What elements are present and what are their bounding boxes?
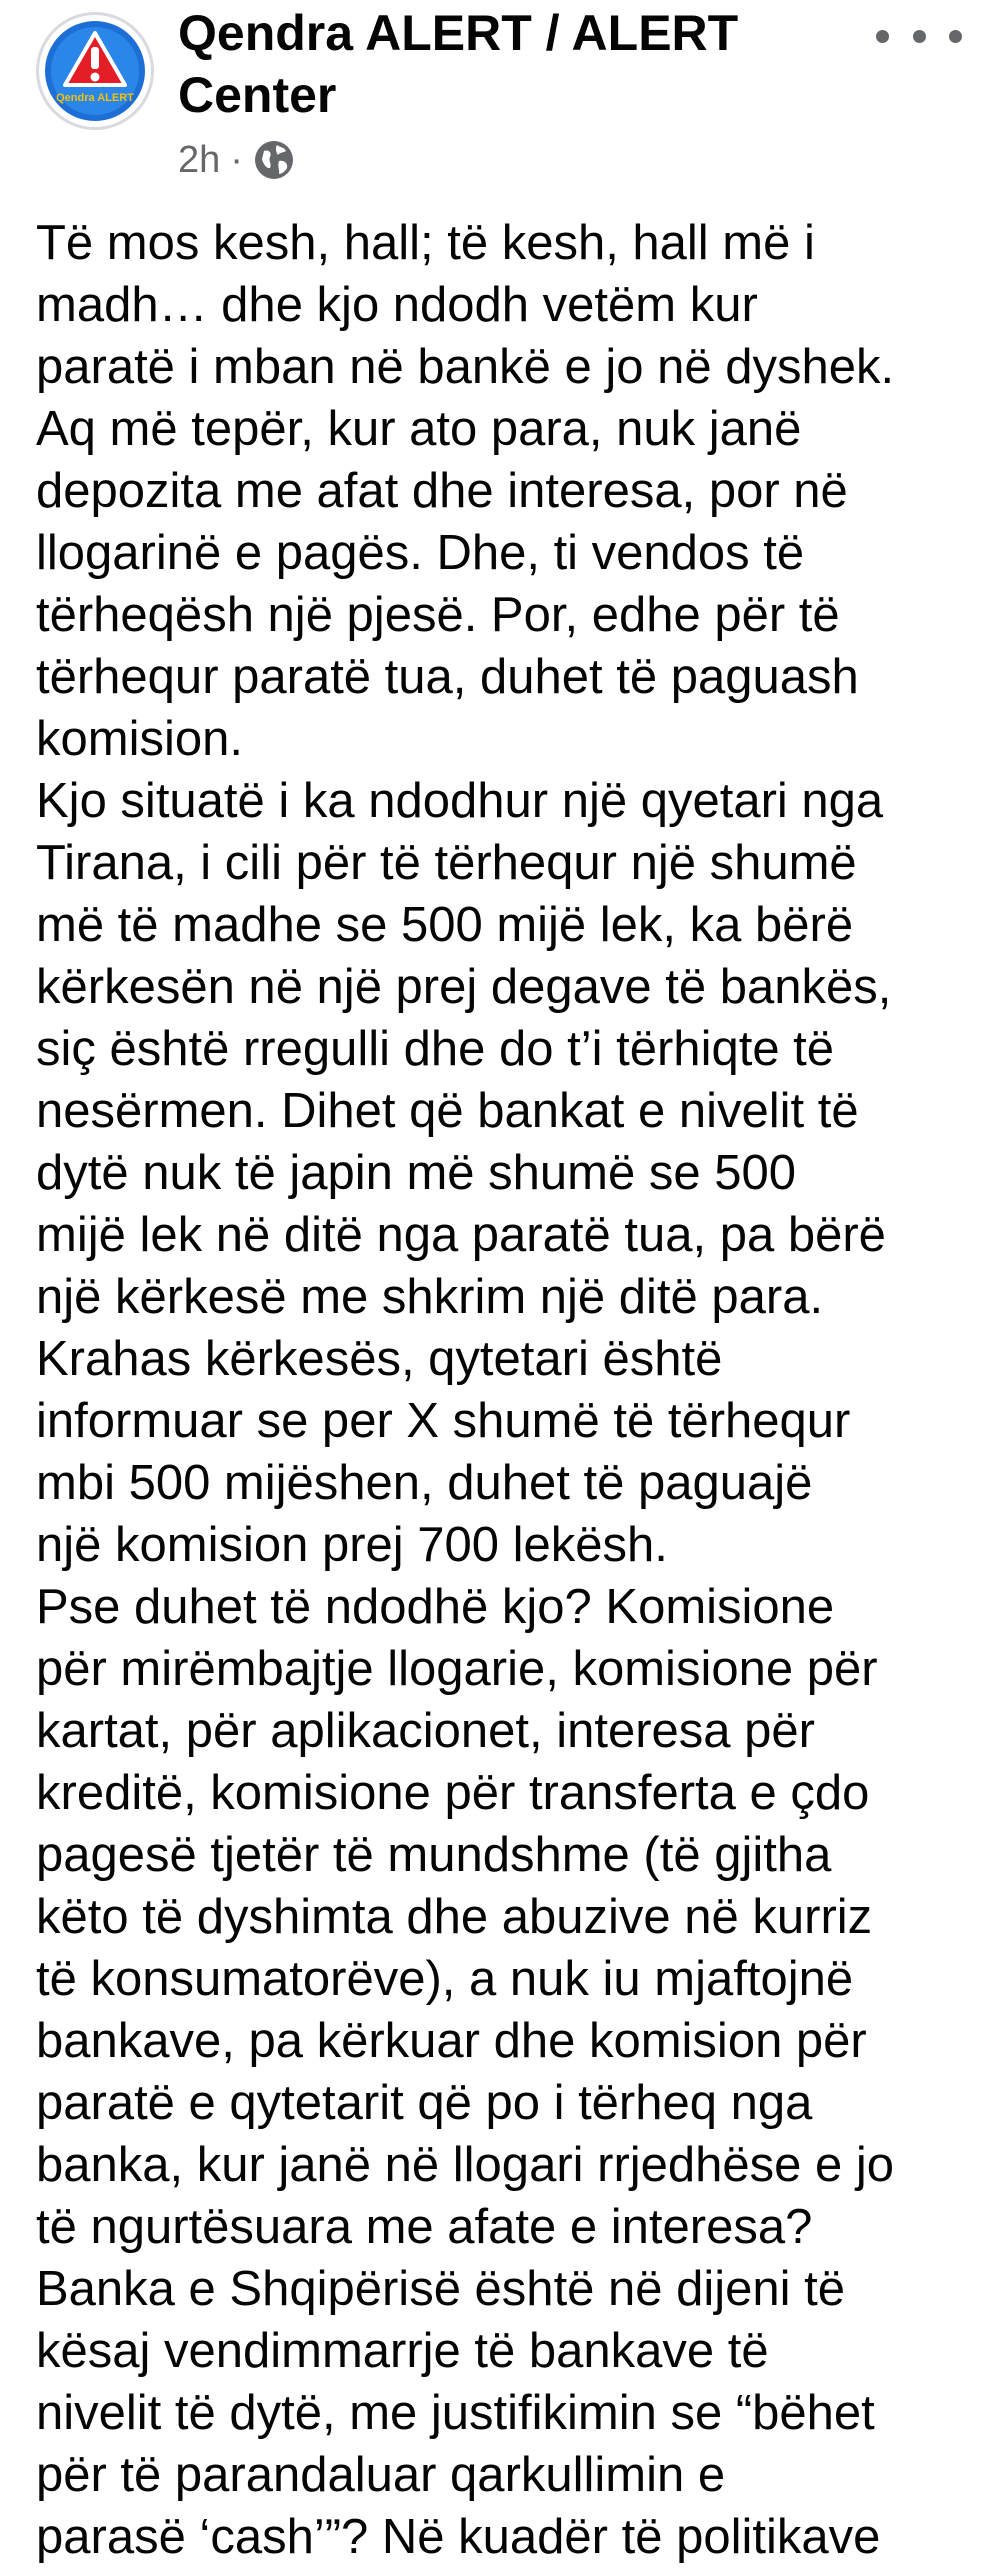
more-horizontal-icon-dot (876, 30, 889, 43)
more-horizontal-icon-dot (913, 30, 926, 43)
post-meta (178, 134, 295, 186)
post-text-line: paratë i mban në bankë e jo në dyshek. (36, 340, 895, 394)
avatar-logo-text: Qendra ALERT (56, 92, 134, 104)
post-text-line: siç është rregulli dhe do t’i tërhiqte të (36, 1022, 835, 1076)
post-text-line: Pse duhet të ndodhë kjo? Komisione (36, 1580, 835, 1634)
post-text-line: banka, kur janë në llogari rrjedhëse e jo (36, 2138, 895, 2192)
more-options-button[interactable] (876, 14, 962, 58)
globe-icon[interactable] (253, 139, 295, 181)
author-name[interactable]: Qendra ALERT / ALERT Center (178, 5, 739, 123)
post-text-line: të ngurtësuara me afate e interesa? (36, 2200, 813, 2254)
post-header (0, 0, 992, 190)
post-text-line: parasë ‘cash’”? Në kuadër të politikave (36, 2510, 881, 2564)
post-text-line: Krahas kërkesës, qytetari është (36, 1332, 723, 1386)
post-text-line: Banka e Shqipërisë është në dijeni të (36, 2262, 846, 2316)
post-text-line: nivelit të dytë, me justifikimin se “bëhet (36, 2386, 875, 2440)
post-text-line: Tirana, i cili për të tërhequr një shumë (36, 836, 857, 890)
post-text-line: të konsumatorëve), a nuk iu mjaftojnë (36, 1952, 854, 2006)
post-text-line: për të parandaluar qarkullimin e (36, 2448, 726, 2502)
page-avatar[interactable] (36, 12, 154, 130)
post-text-line: kësaj vendimmarrje të bankave të (36, 2324, 769, 2378)
post-text-line: Aq më tepër, kur ato para, nuk janë (36, 402, 802, 456)
post-text-line: Kjo situatë i ka ndodhur një qyetari nga (36, 774, 884, 828)
post-text-line: bankave, pa kërkuar dhe komision për (36, 2014, 867, 2068)
post-text-line: komision. (36, 712, 243, 766)
post-text-line: tërheqësh një pjesë. Por, edhe për të (36, 588, 840, 642)
post-text (36, 212, 966, 2568)
post-time[interactable]: 2h (178, 138, 221, 181)
post-text-line: mijë lek në ditë nga paratë tua, pa bërë (36, 1208, 886, 1262)
post-text-line: pagesë tjetër të mundshme (të gjitha (36, 1828, 832, 1882)
post-text-line: llogarinë e pagës. Dhe, ti vendos të (36, 526, 805, 580)
post-text-line: depozita me afat dhe interesa, por në (36, 464, 848, 518)
post-text-line: këto të dyshimta dhe abuzive në kurriz (36, 1890, 873, 1944)
post-text-line: kartat, për aplikacionet, interesa për (36, 1704, 815, 1758)
post-text-line: dytë nuk të japin më shumë se 500 (36, 1146, 796, 1200)
post-text-line: më të madhe se 500 mijë lek, ka bërë (36, 898, 854, 952)
post-text-line: kërkesën në një prej degave të bankës, (36, 960, 892, 1014)
post-text-line: mbi 500 mijëshen, duhet të paguajë (36, 1456, 813, 1510)
post-text-line: për mirëmbajtje llogarie, komisione për (36, 1642, 878, 1696)
alert-logo-icon (39, 15, 151, 127)
post-text-line: paratë e qytetarit që po i tërheq nga (36, 2076, 813, 2130)
more-horizontal-icon-dot (949, 30, 962, 43)
post-text-line: një kërkesë me shkrim një ditë para. (36, 1270, 824, 1324)
post-text-line: nesërmen. Dihet që bankat e nivelit të (36, 1084, 859, 1138)
post-text-line: një komision prej 700 lekësh. (36, 1518, 668, 1572)
post-text-line: madh… dhe kjo ndodh vetëm kur (36, 278, 758, 332)
post-text-line: tërhequr paratë tua, duhet të paguash (36, 650, 859, 704)
post-text-line: kreditë, komisione për transferta e çdo (36, 1766, 870, 1820)
meta-separator: · (230, 138, 243, 181)
post-text-line: informuar se per X shumë të tërhequr (36, 1394, 851, 1448)
post-text-line: Të mos kesh, hall; të kesh, hall më i (36, 216, 815, 270)
